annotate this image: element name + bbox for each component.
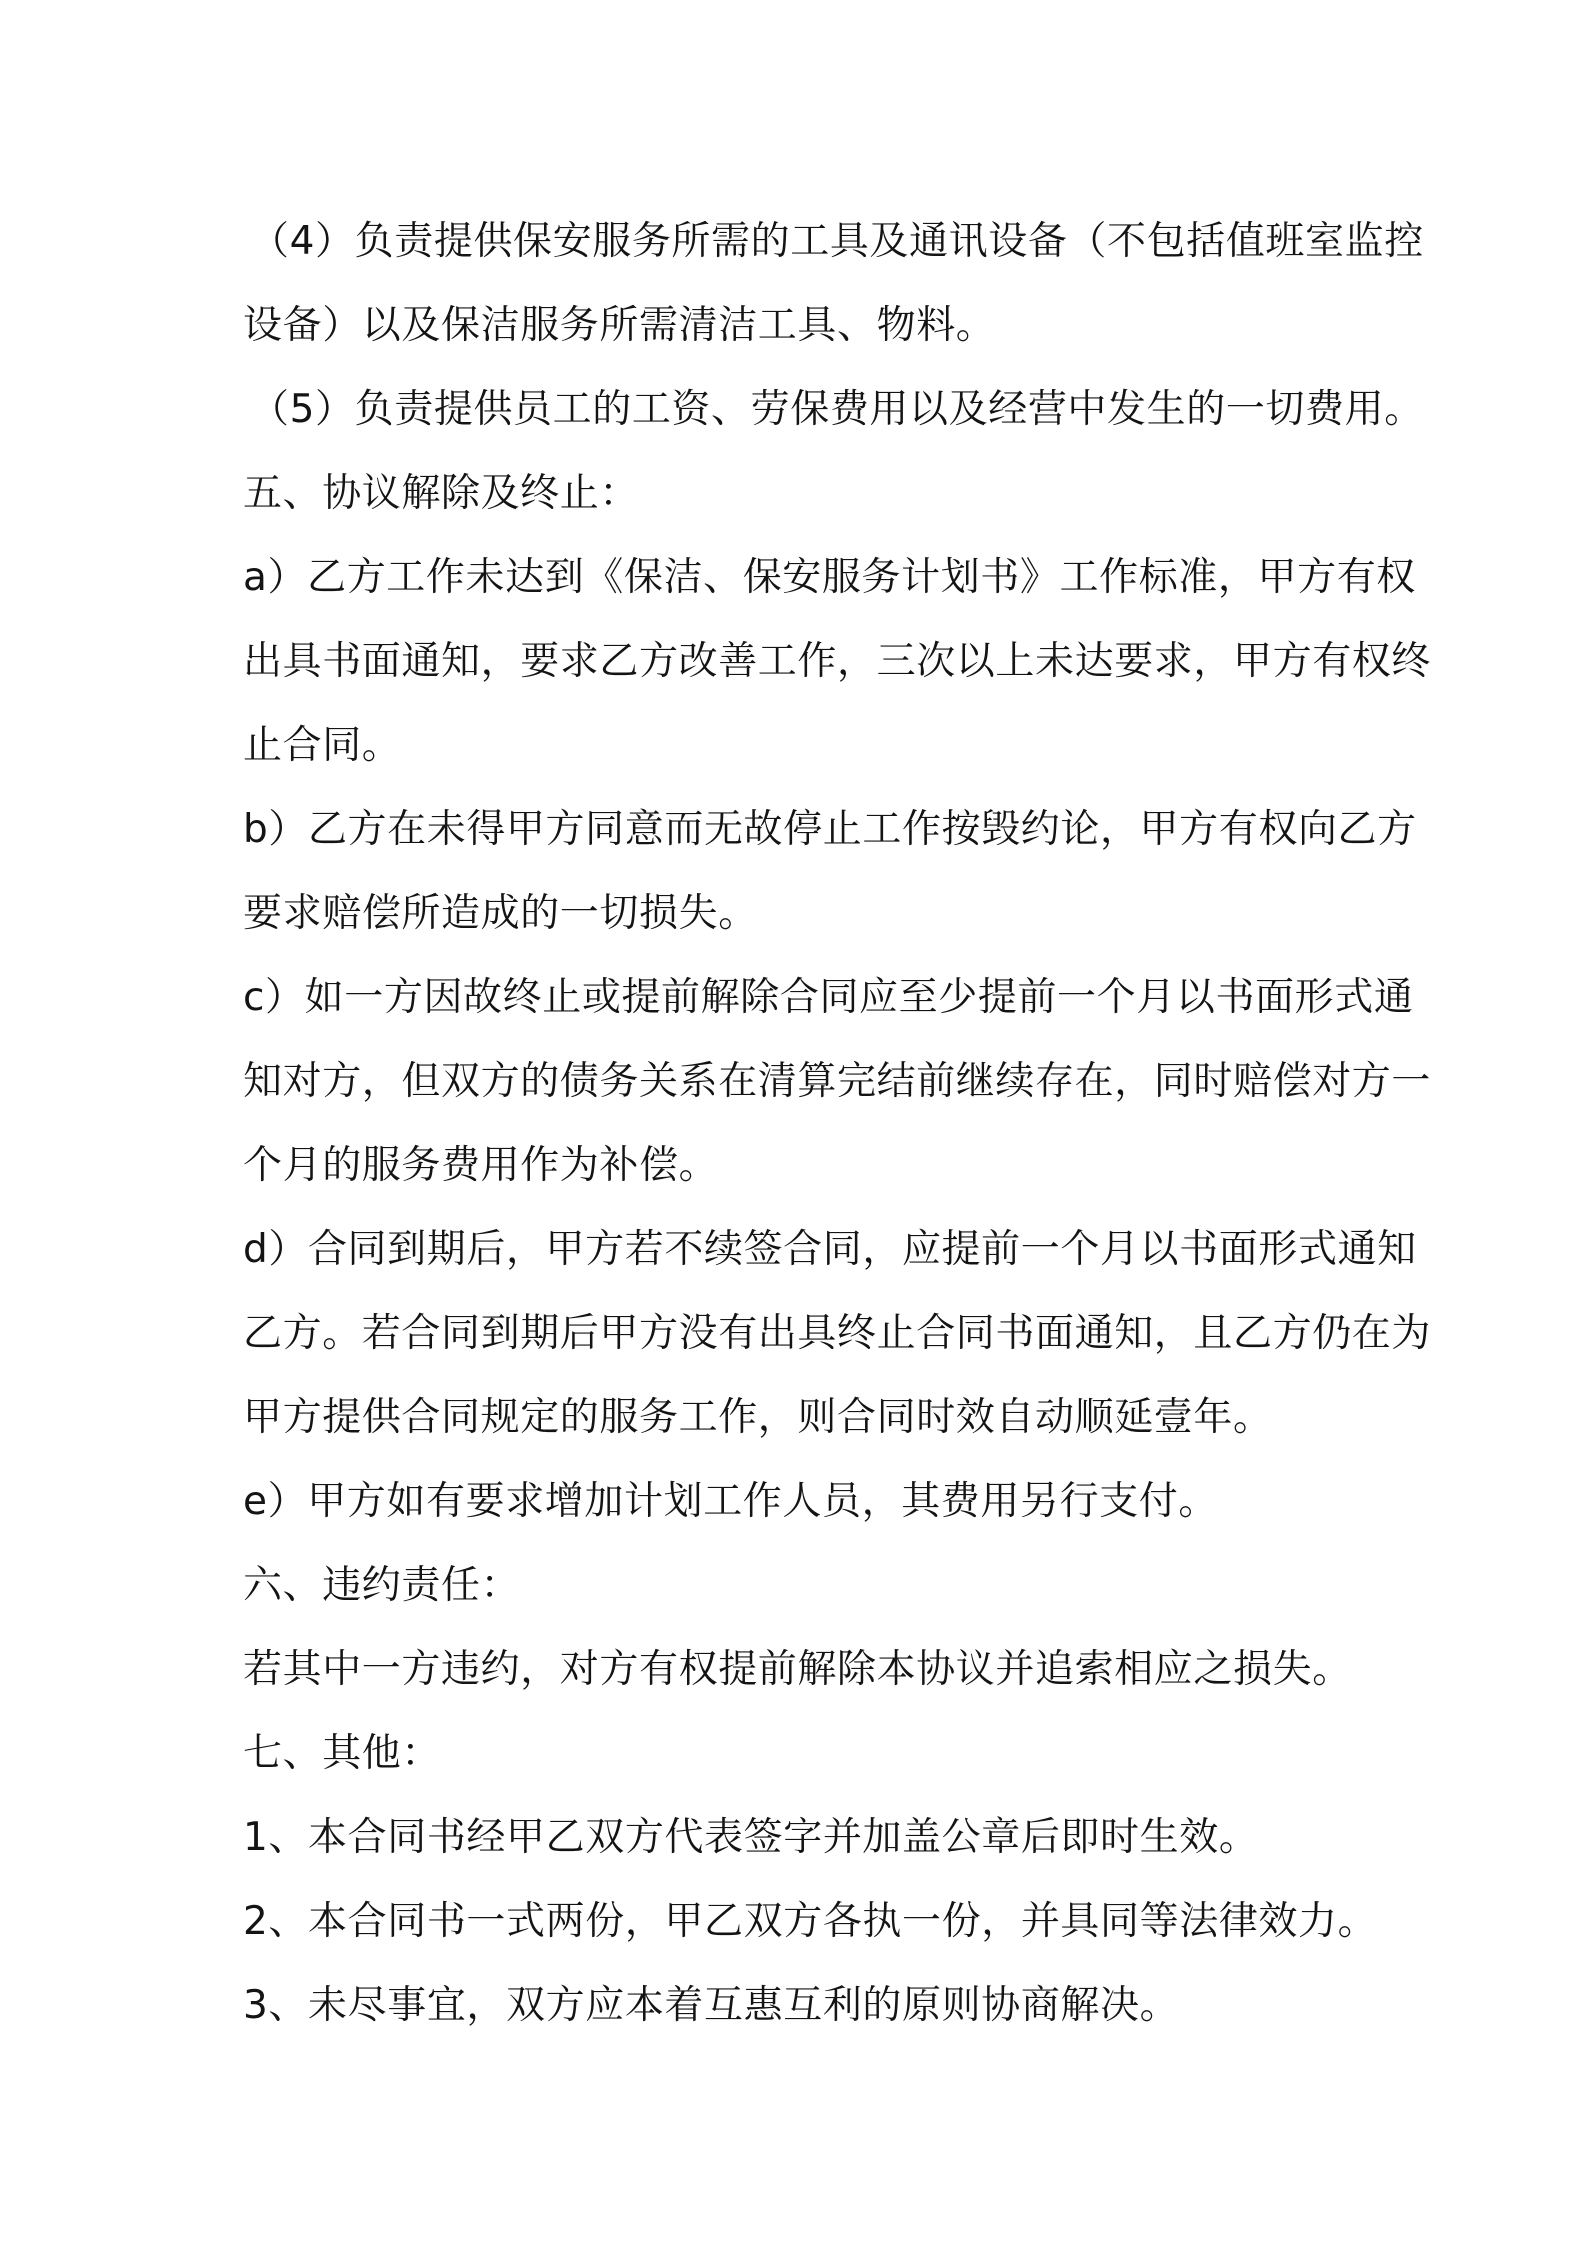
section-6-text: 若其中一方违约，对方有权提前解除本协议并追索相应之损失。	[243, 1647, 1352, 1692]
section-7-item-3: 3、未尽事宜，双方应本着互惠互利的原则协商解决。	[243, 1983, 1180, 2028]
section-5-heading: 五、协议解除及终止：	[243, 471, 640, 516]
clause-d-line-3: 甲方提供合同规定的服务工作，则合同时效自动顺延壹年。	[243, 1395, 1273, 1440]
clause-c-line-2: 知对方，但双方的债务关系在清算完结前继续存在，同时赔偿对方一	[243, 1059, 1432, 1104]
section-7-heading: 七、其他：	[243, 1731, 442, 1776]
clause-e-line-1: e）甲方如有要求增加计划工作人员，其费用另行支付。	[243, 1479, 1218, 1524]
clause-4-line-2: 设备）以及保洁服务所需清洁工具、物料。	[243, 303, 996, 348]
clause-5-line-1: （5）负责提供员工的工资、劳保费用以及经营中发生的一切费用。	[250, 387, 1424, 432]
clause-a-line-1: a）乙方工作未达到《保洁、保安服务计划书》工作标准，甲方有权	[243, 555, 1416, 600]
clause-d-line-1: d）合同到期后，甲方若不续签合同，应提前一个月以书面形式通知	[243, 1227, 1417, 1272]
clause-b-line-2: 要求赔偿所造成的一切损失。	[243, 891, 758, 936]
section-6-heading: 六、违约责任：	[243, 1563, 521, 1608]
clause-a-line-3: 止合同。	[243, 723, 402, 768]
clause-c-line-3: 个月的服务费用作为补偿。	[243, 1143, 719, 1188]
clause-d-line-2: 乙方。若合同到期后甲方没有出具终止合同书面通知，且乙方仍在为	[243, 1311, 1432, 1356]
clause-b-line-1: b）乙方在未得甲方同意而无故停止工作按毁约论，甲方有权向乙方	[243, 807, 1417, 852]
clause-4-line-1: （4）负责提供保安服务所需的工具及通讯设备（不包括值班室监控	[250, 219, 1424, 264]
document-body	[243, 200, 1432, 2048]
clause-a-line-2: 出具书面通知，要求乙方改善工作，三次以上未达要求，甲方有权终	[243, 639, 1432, 684]
section-7-item-1: 1、本合同书经甲乙双方代表签字并加盖公章后即时生效。	[243, 1815, 1259, 1860]
section-7-item-2: 2、本合同书一式两份，甲乙双方各执一份，并具同等法律效力。	[243, 1899, 1378, 1944]
clause-c-line-1: c）如一方因故终止或提前解除合同应至少提前一个月以书面形式通	[243, 975, 1414, 1020]
